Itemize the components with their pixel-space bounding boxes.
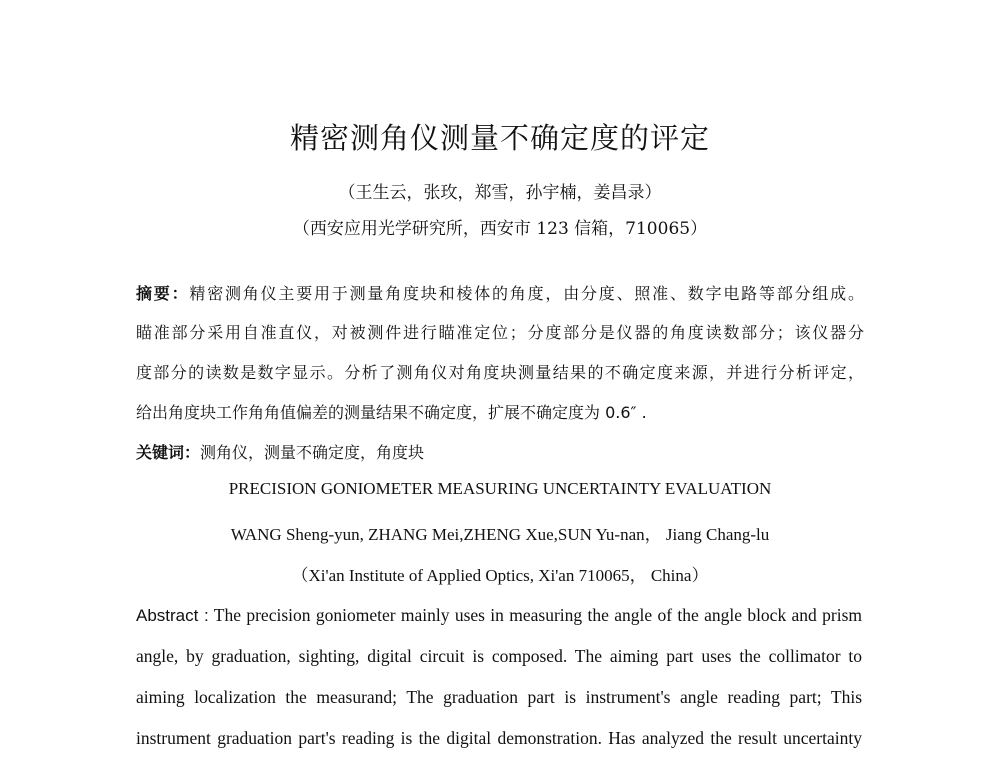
abstract-cn-line-2: 瞄准部分采用自准直仪，对被测件进行瞄准定位；分度部分是仪器的角度读数部分；该仪器分 — [136, 323, 864, 342]
affiliation-en: （Xi'an Institute of Applied Optics, Xi'an 710065， China） — [291, 566, 709, 585]
keywords-cn — [136, 440, 864, 463]
abstract-cn-label: 摘要： — [136, 284, 190, 303]
authors-cn: （王生云，张玫，郑雪，孙宇楠，姜昌录） — [338, 183, 662, 203]
abstract-cn-line-3: 度部分的读数是数字显示。分析了测角仪对角度块测量结果的不确定度来源，并进行分析评定， — [136, 363, 864, 382]
abstract-cn-line-4: 给出角度块工作角角值偏差的测量结果不确定度，扩展不确定度为 0.6″ . — [136, 403, 647, 422]
abstract-en-label: Abstract : — [136, 606, 209, 625]
abstract-en-line-1 — [136, 605, 862, 626]
abstract-cn-text: 精密测角仪主要用于测量角度块和棱体的角度，由分度、照准、数字电路等部分组成。 — [189, 284, 864, 303]
affiliation-cn: （西安应用光学研究所，西安市 123 信箱，710065） — [292, 219, 708, 239]
paper-title-cn: 精密测角仪测量不确定度的评定 — [289, 121, 710, 155]
paper-title-en: PRECISION GONIOMETER MEASURING UNCERTAINTY EVALUATION — [228, 479, 772, 498]
abstract-en-line-3: aiming localization the measurand; The graduation part is instrument's angle reading part; This — [136, 687, 862, 707]
keywords-cn-text: 测角仪，测量不确定度，角度块 — [200, 443, 425, 462]
abstract-en-line-4: instrument graduation part's reading is the digital demonstration. Has analyzed the result uncertainty — [136, 728, 862, 748]
keywords-cn-label: 关键词： — [136, 443, 201, 462]
abstract-cn-line-1 — [136, 281, 864, 304]
authors-en: WANG Sheng-yun, ZHANG Mei,ZHENG Xue,SUN Yu-nan， Jiang Chang-lu — [230, 525, 770, 544]
abstract-en-text: The precision goniometer mainly uses in measuring the angle of the angle block and prism — [208, 605, 863, 625]
abstract-en-line-2: angle, by graduation, sighting, digital circuit is composed. The aiming part uses the collimator to — [136, 646, 862, 666]
